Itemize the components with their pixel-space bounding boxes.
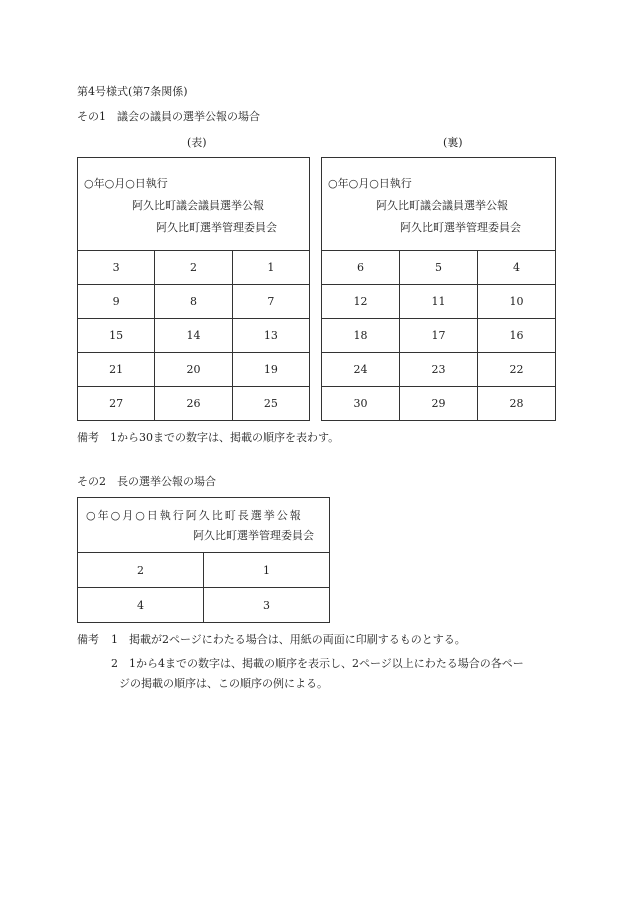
section2-heading: その2 長の選挙公報の場合: [77, 475, 216, 488]
table-cell: 22: [478, 353, 556, 387]
table-cell: 4: [78, 588, 204, 623]
table-cell: 15: [78, 319, 155, 353]
front-header-date: ○年○月○日執行: [84, 177, 168, 190]
back-label: (裏): [443, 136, 463, 149]
front-order-table: [77, 250, 310, 421]
table-row: [322, 353, 556, 387]
section2-header-committee: 阿久比町選挙管理委員会: [193, 529, 314, 542]
table-cell: 21: [78, 353, 155, 387]
table-cell: 11: [400, 285, 478, 319]
table-row: [78, 387, 310, 421]
table-row: [78, 353, 310, 387]
table-cell: 27: [78, 387, 155, 421]
table-cell: 2: [78, 553, 204, 588]
table-row: [78, 588, 330, 623]
table-cell: 9: [78, 285, 155, 319]
section2-header-box: [77, 497, 330, 553]
table-cell: 5: [400, 251, 478, 285]
table-row: [322, 319, 556, 353]
table-cell: 13: [232, 319, 309, 353]
table-row: [78, 285, 310, 319]
section2-note1: 1 掲載が2ページにわたる場合は、用紙の両面に印刷するものとする。: [111, 633, 466, 646]
table-cell: 28: [478, 387, 556, 421]
table-cell: 3: [78, 251, 155, 285]
table-cell: 7: [232, 285, 309, 319]
section2-header-line1: ○年○月○日執行阿久比町長選挙公報: [86, 509, 303, 522]
table-cell: 4: [478, 251, 556, 285]
table-cell: 14: [155, 319, 232, 353]
table-row: [322, 387, 556, 421]
table-cell: 12: [322, 285, 400, 319]
table-cell: 10: [478, 285, 556, 319]
front-header-committee: 阿久比町選挙管理委員会: [156, 221, 277, 234]
back-header-committee: 阿久比町選挙管理委員会: [400, 221, 521, 234]
table-cell: 1: [204, 553, 330, 588]
table-cell: 16: [478, 319, 556, 353]
table-row: [322, 285, 556, 319]
back-header-title: 阿久比町議会議員選挙公報: [376, 199, 508, 212]
form-title: 第4号様式(第7条関係): [77, 85, 188, 98]
section2-order-table: [77, 552, 330, 623]
table-row: [322, 251, 556, 285]
section2-note2-line2: ジの掲載の順序は、この順序の例による。: [119, 677, 328, 690]
section1-note: 備考 1から30までの数字は、掲載の順序を表わす。: [77, 431, 340, 444]
table-cell: 8: [155, 285, 232, 319]
table-cell: 25: [232, 387, 309, 421]
back-order-table: [321, 250, 556, 421]
table-cell: 26: [155, 387, 232, 421]
table-cell: 19: [232, 353, 309, 387]
table-cell: 6: [322, 251, 400, 285]
table-cell: 2: [155, 251, 232, 285]
table-cell: 20: [155, 353, 232, 387]
table-cell: 29: [400, 387, 478, 421]
section2-note2-line1: 2 1から4までの数字は、掲載の順序を表示し、2ページ以上にわたる場合の各ペー: [111, 657, 524, 670]
table-cell: 1: [232, 251, 309, 285]
table-row: [78, 319, 310, 353]
table-cell: 30: [322, 387, 400, 421]
table-cell: 24: [322, 353, 400, 387]
front-header-title: 阿久比町議会議員選挙公報: [132, 199, 264, 212]
front-label: (表): [187, 136, 207, 149]
front-header-box: [77, 157, 310, 251]
table-cell: 18: [322, 319, 400, 353]
section2-note-label: 備考: [77, 633, 99, 646]
table-cell: 17: [400, 319, 478, 353]
back-header-box: [321, 157, 556, 251]
table-cell: 23: [400, 353, 478, 387]
back-header-date: ○年○月○日執行: [328, 177, 412, 190]
table-row: [78, 553, 330, 588]
table-cell: 3: [204, 588, 330, 623]
section1-heading: その1 議会の議員の選挙公報の場合: [77, 110, 260, 123]
table-row: [78, 251, 310, 285]
